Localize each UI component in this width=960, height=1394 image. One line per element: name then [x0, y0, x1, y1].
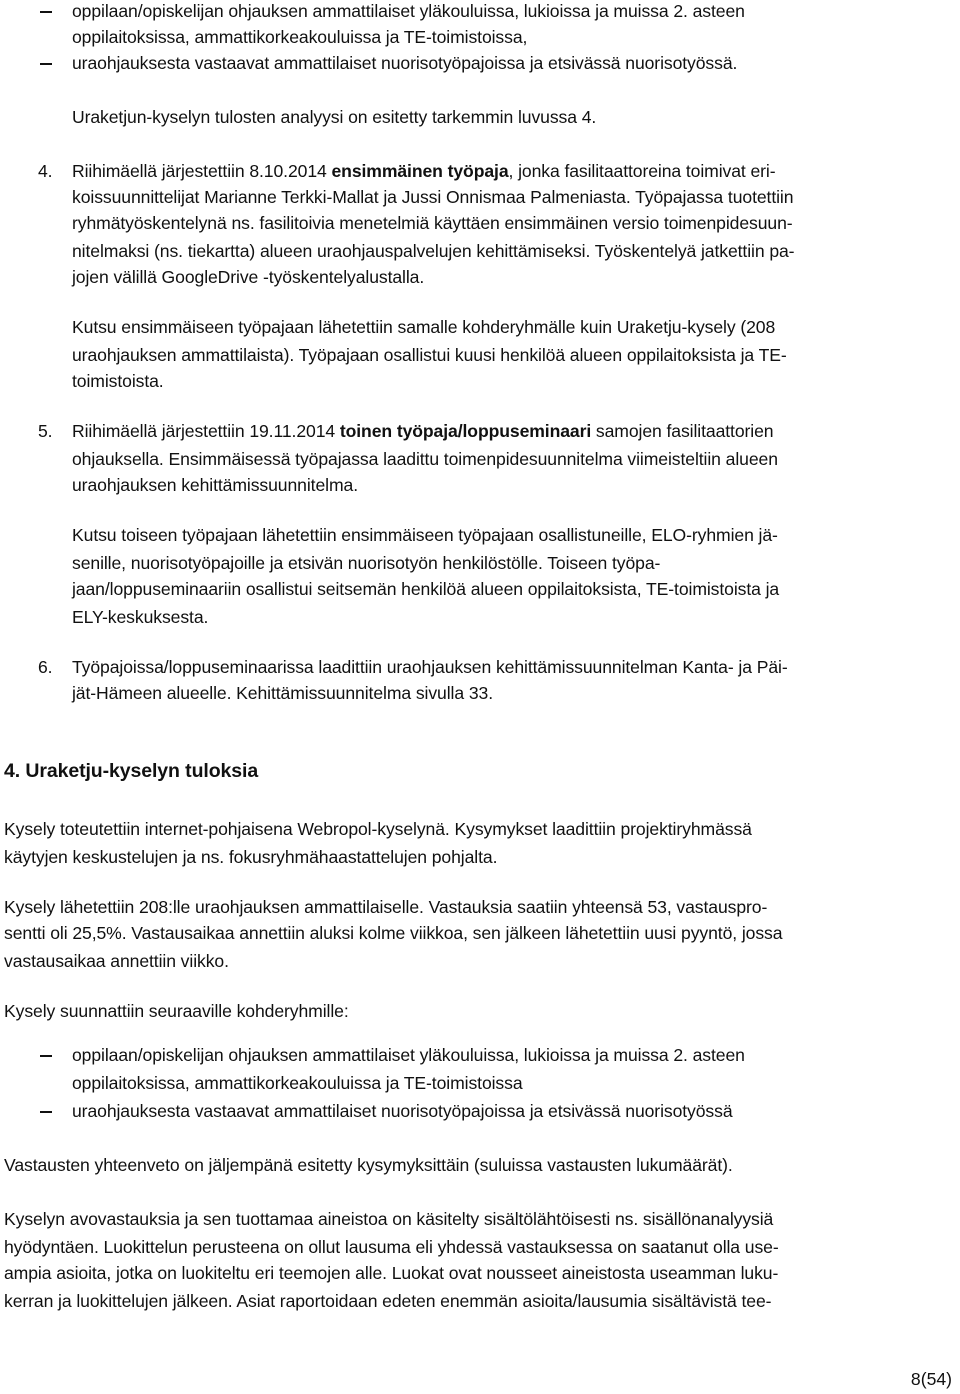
target-dash-1 [40, 1055, 52, 1057]
step-6-line-1: Työpajoissa/loppuseminaarissa laadittiin uraohjauksen kehittämissuunnitelman Kanta- ja Päi- [72, 657, 788, 677]
step-4-line-3: ryhmätyöskentelynä ns. fasilitoivia menetelmiä käyttäen ensimmäinen versio toimenpidesuun- [72, 213, 793, 233]
final-p-line-2: hyödyntäen. Luokittelun perusteena on ollut lausuma eli yhdessä vastauksessa on saatanut olla use- [4, 1237, 779, 1257]
step-5-text-c: samojen fasilitaattorien [591, 421, 774, 441]
step-5-line-3: uraohjauksen kehittämissuunnitelma. [72, 475, 358, 495]
step-4-invite-line-1: Kutsu ensimmäiseen työpajaan lähetettiin samalle kohderyhmälle kuin Uraketju-kysely (208 [72, 317, 776, 337]
section-p1-line-1: Kysely toteutettiin internet-pohjaisena Webropol-kyselynä. Kysymykset laadittiin projektiryhmässä [4, 819, 752, 839]
step-4-line-5: jojen välillä GoogleDrive -työskentelyalustalla. [72, 267, 425, 287]
step-5-line-2: ohjauksella. Ensimmäisessä työpajassa laadittu toimenpidesuunnitelma viimeisteltiin alueen [72, 449, 778, 469]
step-5-number: 5. [38, 421, 53, 441]
target-item-1-line-1: oppilaan/opiskelijan ohjauksen ammattilaiset yläkouluissa, lukioissa ja muissa 2. asteen [72, 1045, 745, 1065]
step-4-text-c: , jonka fasilitaattoreina toimivat eri- [508, 161, 776, 181]
target-dash-2 [40, 1111, 52, 1113]
step-5-emphasis: toinen työpaja/loppuseminaari [339, 421, 592, 441]
step-5-invite-line-3: jaan/loppuseminaariin osallistui seitsemän henkilöä alueen oppilaitoksista, TE-toimistoista ja [72, 579, 780, 599]
section-p1-line-2: käytyjen keskustelujen ja ns. fokusryhmähaastattelujen pohjalta. [4, 847, 498, 867]
step-5-line-1 [72, 420, 773, 442]
summary-note: Vastausten yhteenveto on jäljempänä esitetty kysymyksittäin (suluissa vastausten lukumäärät). [4, 1155, 733, 1175]
step-4-line-4: nitelmaksi (ns. tiekartta) alueen uraohjauspalvelujen kehittämiseksi. Työskentelyä jatkettiin pa- [72, 241, 795, 261]
final-p-line-4: kerran ja luokittelujen jälkeen. Asiat raportoidaan edeten enemmän asioita/lausumia sisältävistä tee- [4, 1291, 772, 1311]
step-4-text-a: Riihimäellä järjestettiin 8.10.2014 [72, 161, 332, 181]
list-dash-2 [40, 63, 52, 65]
step-4-emphasis: ensimmäinen työpaja [331, 161, 509, 181]
step-6-number: 6. [38, 657, 53, 677]
list-item-2-line-1: uraohjauksesta vastaavat ammattilaiset nuorisotyöpajoissa ja etsivässä nuorisotyössä. [72, 53, 738, 73]
final-p-line-3: ampia asioita, jotka on luokiteltu eri teemojen alle. Luokat ovat nousseet aineistosta useamman luku- [4, 1263, 779, 1283]
step-4-line-2: koissuunnittelijat Marianne Terkki-Mallat ja Jussi Onnismaa Palmeniasta. Työpajassa tuotettiin [72, 187, 794, 207]
list-dash-1 [40, 11, 52, 13]
step-5-invite-line-2: senille, nuorisotyöpajoille ja etsivän nuorisotyön henkilöstölle. Toiseen työpa- [72, 553, 661, 573]
step-4-line-1 [72, 160, 775, 182]
step-4-number: 4. [38, 161, 53, 181]
target-item-2-line-1: uraohjauksesta vastaavat ammattilaiset nuorisotyöpajoissa ja etsivässä nuorisotyössä [72, 1101, 733, 1121]
section-p2-line-2: sentti oli 25,5%. Vastausaikaa annettiin aluksi kolme viikkoa, sen jälkeen lähetettiin uusi pyyntö, jossa [4, 923, 783, 943]
target-item-1-line-2: oppilaitoksissa, ammattikorkeakouluissa ja TE-toimistoissa [72, 1073, 523, 1093]
section-p2-line-1: Kysely lähetettiin 208:lle uraohjauksen ammattilaiselle. Vastauksia saatiin yhteensä 53, vastauspro- [4, 897, 768, 917]
step-4-invite-line-3: toimistoista. [72, 371, 164, 391]
section-p2-line-3: vastausaikaa annettiin viikko. [4, 951, 229, 971]
final-p-line-1: Kyselyn avovastauksia ja sen tuottamaa aineistoa on käsitelty sisältölähtöisesti ns. sisällönanalyysiä [4, 1209, 774, 1229]
list-item-1-line-2: oppilaitoksissa, ammattikorkeakouluissa ja TE-toimistoissa, [72, 27, 528, 47]
list-item-1-line-1: oppilaan/opiskelijan ohjauksen ammattilaiset yläkouluissa, lukioissa ja muissa 2. asteen [72, 1, 745, 21]
analysis-note: Uraketjun-kyselyn tulosten analyysi on esitetty tarkemmin luvussa 4. [72, 107, 597, 127]
step-4-invite-line-2: uraohjauksen ammattilaista). Työpajaan osallistui kuusi henkilöä alueen oppilaitoksista ja TE- [72, 345, 787, 365]
step-5-invite-line-1: Kutsu toiseen työpajaan lähetettiin ensimmäiseen työpajaan osallistuneille, ELO-ryhmien jä- [72, 525, 778, 545]
step-5-text-a: Riihimäellä järjestettiin 19.11.2014 [72, 421, 340, 441]
page-number: 8(54) [910, 1369, 952, 1389]
step-5-invite-line-4: ELY-keskuksesta. [72, 607, 209, 627]
section-p3: Kysely suunnattiin seuraaville kohderyhmille: [4, 1001, 349, 1021]
section-heading: 4. Uraketju-kyselyn tuloksia [4, 760, 259, 782]
step-6-line-2: jät-Hämeen alueelle. Kehittämissuunnitelma sivulla 33. [72, 683, 493, 703]
